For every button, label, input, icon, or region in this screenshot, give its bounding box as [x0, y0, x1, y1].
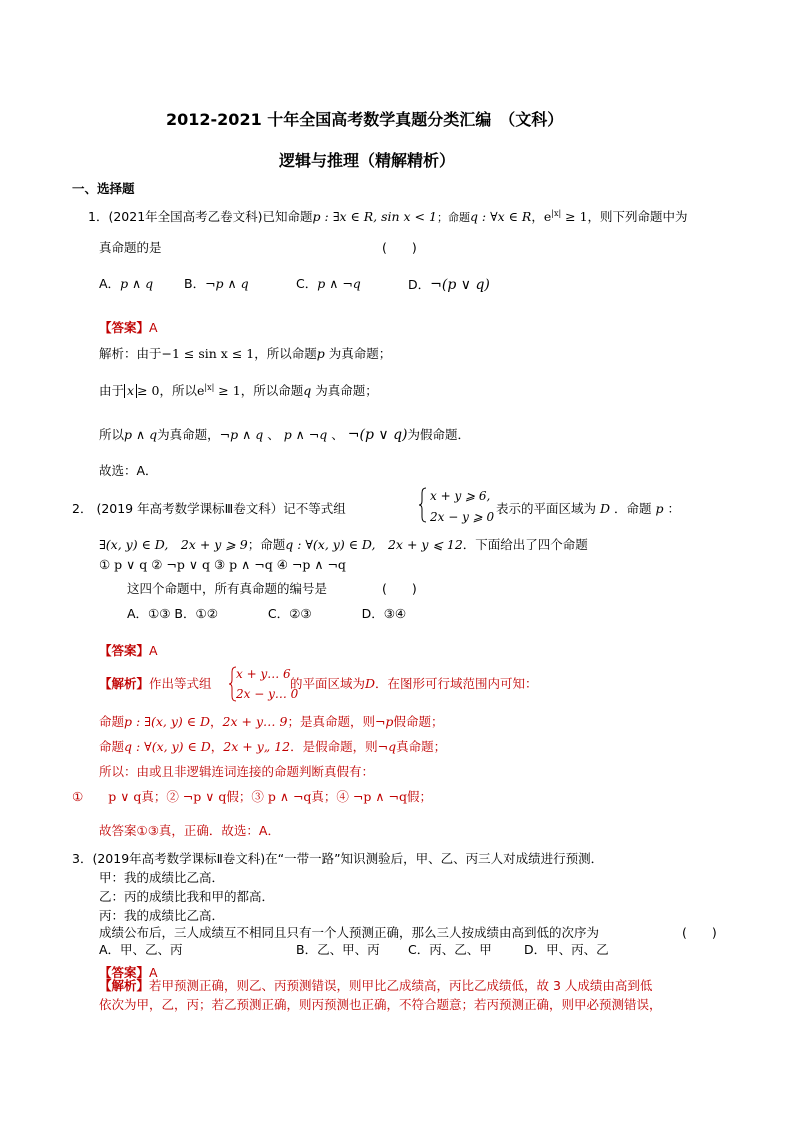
q3-option-b: B．乙、甲、丙 [296, 942, 380, 957]
q2-stem-line1: 2． (2019 年高考数学课标Ⅲ卷文科）记不等式组 [72, 501, 346, 516]
q2-solution-line1-suffix: 的平面区域为D．在图形可行域范围内可知： [290, 676, 538, 691]
q3-option-a: A．甲、乙、丙 [99, 942, 183, 957]
q2-system-line2: 2x − y ⩾ 0 [430, 510, 495, 524]
q3-solution-line1: 【解析】若甲预测正确，则乙、丙预测错误，则甲比乙成绩高，丙比乙成绩低，故 3 人成绩由高到低 [99, 978, 653, 993]
q2-solution-system-line2: 2x − y… 0 [236, 687, 299, 701]
q2-blank: ( ) [382, 581, 417, 596]
q1-number: 1． [88, 209, 109, 225]
q3-blank: ( ) [682, 925, 717, 940]
q1-stem-prefix: (2021年全国高考乙卷文科)已知命题 [108, 209, 313, 225]
q3-stem: 3．(2019年高考数学课标Ⅱ卷文科)在“一带一路”知识测验后，甲、乙、丙三人对成绩进行预测． [72, 851, 604, 866]
q2-system-brace [419, 487, 427, 523]
q3-option-c: C．丙、乙、甲 [408, 942, 492, 957]
q1-solution-line1: 解析：由于−1 ≤ sin x ≤ 1，所以命题p 为真命题； [99, 346, 392, 361]
q3-solution-line2: 依次为甲，乙，丙；若乙预测正确，则丙预测也正确，不符合题意；若丙预测正确，则甲必预测错误， [99, 997, 662, 1012]
q3-answer: 【答案】A [99, 965, 158, 980]
q1-stem-suffix: ，则下列命题中为 [587, 209, 688, 225]
q2-solution-line2: 命题p : ∃(x, y) ∈ D，2x + y… 9；是真命题，则¬p假命题； [99, 714, 444, 729]
q1-solution-line4: 故选：A． [99, 463, 158, 478]
q2-stem-line2: ∃(x, y) ∈ D, 2x + y ⩾ 9；命题q : ∀(x, y) ∈ D, 2x + y ⩽ 12．下面给出了四个命题 [99, 537, 588, 552]
q2-solution-system-line1: x + y… 6 [236, 667, 291, 681]
q3-line3: 丙：我的成绩比乙高． [99, 908, 225, 923]
q2-solution-line1: 【解析】作出等式组 [99, 676, 212, 691]
q3-line1: 甲：我的成绩比乙高． [99, 870, 225, 885]
q2-stem-line4: 这四个命题中，所有真命题的编号是 [127, 581, 328, 596]
q3-line4: 成绩公布后，三人成绩互不相同且只有一个人预测正确，那么三人按成绩由高到低的次序为 [99, 925, 600, 940]
q1-q-definition: q : ∀x ∈ R [469, 209, 532, 225]
q1-option-d: D．¬(p ∨ q) [408, 277, 490, 293]
q1-solution-line3: 所以p ∧ q为真命题，¬p ∧ q 、 p ∧ ¬q 、 ¬(p ∨ q)为假命题． [99, 427, 471, 443]
q1-stem-line2: 真命题的是 [99, 240, 162, 255]
q2-options: A．①③ B．①② C．②③ D．③④ [127, 606, 407, 621]
q2-solution-line4: 所以：由或且非逻辑连词连接的命题判断真假有： [99, 764, 375, 779]
q1-e-expr: $e^{|x|} \ge 1$ [543, 209, 588, 225]
q2-answer: 【答案】A [99, 643, 158, 658]
document-subtitle: 逻辑与推理（精解精析） [279, 151, 456, 170]
q1-blank: ( ) [382, 240, 417, 255]
q2-system-line1: x + y ⩾ 6, [430, 489, 491, 503]
q3-option-d: D．甲、丙、乙 [524, 942, 609, 957]
q1-solution-line2: 由于 x ≥ 0，所以$e^{|x|} \ge 1$，所以命题q 为真命题； [99, 383, 378, 399]
q1-comma: ， [531, 209, 544, 225]
q1-option-c: C．p ∧ ¬q [296, 276, 361, 291]
q1-answer: 【答案】A [99, 320, 158, 335]
q3-line2: 乙：丙的成绩比我和甲的都高． [99, 889, 275, 904]
document-title: 2012-2021 十年全国高考数学真题分类汇编 （文科） [166, 110, 564, 129]
q2-solution-line3: 命题q : ∀(x, y) ∈ D，2x + y„ 12．是假命题，则¬q真命题； [99, 739, 447, 754]
q1-option-a: A．p ∧ q [99, 276, 154, 291]
q2-stem-suffix: 表示的平面区域为 D ．命题 p ： [496, 501, 681, 516]
q1-p-definition: p : ∃x ∈ R, sin x < 1 [312, 209, 437, 225]
q1-option-b: B．¬p ∧ q [184, 276, 249, 291]
section-heading: 一、选择题 [72, 181, 135, 196]
q2-solution-line6: 故答案①③真，正确．故选：A． [99, 823, 280, 838]
q1-semi: ；命题 [436, 211, 470, 225]
q2-solution-line5: ① p ∨ q真；② ¬p ∨ q假；③ p ∧ ¬q真；④ ¬p ∧ ¬q假； [72, 789, 432, 804]
q1-stem-line1 [88, 210, 688, 224]
q2-stem-line3: ① p ∨ q ② ¬p ∨ q ③ p ∧ ¬q ④ ¬p ∧ ¬q [99, 557, 346, 572]
